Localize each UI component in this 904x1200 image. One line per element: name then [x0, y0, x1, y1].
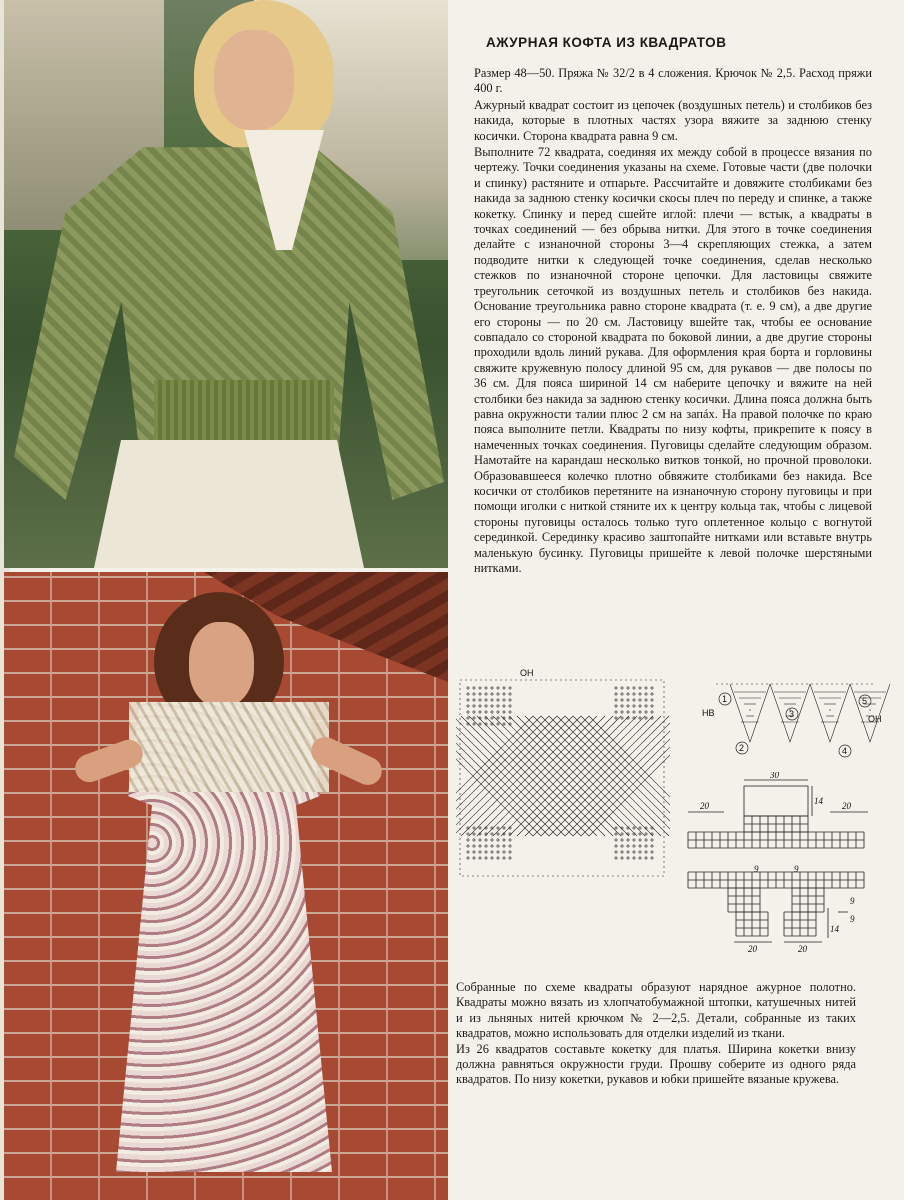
article-title: АЖУРНАЯ КОФТА ИЗ КВАДРАТОВ [486, 35, 727, 50]
dim-bottom-right: 20 [798, 944, 807, 954]
svg-text:2: 2 [739, 743, 745, 753]
garment-pattern-diagram [684, 772, 880, 960]
dress-section [456, 980, 856, 1088]
edging-chart-diagram [700, 672, 890, 764]
dim-mid-right: 9 [794, 864, 799, 874]
svg-text:4: 4 [842, 746, 848, 756]
photo-green-cardigan [4, 0, 448, 568]
dim-right-bottom: 14 [830, 924, 839, 934]
edging-circles [719, 693, 871, 757]
article-body [474, 66, 872, 576]
square-label-top: ОН [520, 668, 534, 678]
edging-label-left: НВ [702, 708, 715, 718]
dim-top: 30 [770, 772, 779, 780]
paragraph-squares-fabric: Собранные по схеме квадраты образуют нарядное ажурное полотно. Квадраты можно вязать из хлопчатобумажной штопки, катушечных нитей и из льняных нитей крючком № 2—2,5. Детали, собранные из таких квадратов, можно использовать для отделки изделий из ткани. [456, 980, 856, 1041]
dim-right-top: 14 [814, 796, 823, 806]
photo-floral-dress [4, 572, 448, 1200]
svg-text:1: 1 [722, 694, 728, 704]
dim-right-side: 9 [850, 896, 855, 906]
dim-bottom-left: 20 [748, 944, 757, 954]
dim-right-sleeve: 20 [842, 801, 851, 811]
dim-right-small: 9 [850, 914, 855, 924]
paragraph-dress-yoke: Из 26 квадратов составьте кокетку для платья. Ширина кокетки внизу должна равняться окружности груди. Прошву соберите из одного ряда квадратов. По низу кокетки, рукавов и юбки пришейте вязаные кружева. [456, 1041, 856, 1087]
paragraph-size: Размер 48—50. Пряжа № 32/2 в 4 сложения. Крючок № 2,5. Расход пряжи 400 г. [474, 66, 872, 96]
square-chart-diagram [456, 668, 670, 884]
dim-left-sleeve: 20 [700, 801, 709, 811]
svg-text:5: 5 [862, 696, 868, 706]
paragraph-square: Ажурный квадрат состоит из цепочек (воздушных петель) и столбиков без накида, которые в плотных частях узора вяжите за заднюю стенку косички. Сторона квадрата равна 9 см. [474, 97, 872, 143]
dim-mid-left: 9 [754, 864, 759, 874]
edging-label-right: ОН [868, 714, 882, 724]
svg-text:3: 3 [789, 709, 795, 719]
paragraph-instructions: Выполните 72 квадрата, соединяя их между собой в процессе вязания по чертежу. Точки соединения указаны на схеме. Готовые части (две полочки и спинку) растяните и отпарьте. Рассчитайте и довяжите столбиками без накида за заднюю стенку косички скосы плеч по переду и спинке, а также кокетку. Спинку и перед сшейте иглой: плечи — встык, а квадраты в точках соединений — без обрыва нитки. Для этого в точке соединения делайте с изнаночной стороны 3—4 скрепляющих стежка, а затем подводите нитки к следующей точке соединения, сделав несколько стежков по изнаночной стороне цепочки. Для ластовицы свяжите треугольник сеточкой из воздушных петель и столбиков без накида. Основание треугольника равно стороне квадрата (т. е. 9 см), а две другие его стороны — по 20 см. Ластовицу вшейте так, чтобы ее основание совпадало со стороной квадрата по боковой линии, а две другие стороны проходили вдоль линий рукава. Для оформления края борта и горловины свяжите кружевную полосу длиной 95 см, для рукавов — две полосы по 36 см. Для пояса шириной 14 см наберите цепочку и вяжите на ней столбики без накида за заднюю стенку косички. Длина пояса должна быть равна окружности талии плюс 2 см на запáх. На правой полочке по краю пояса выполните петли. Квадраты по низу кофты, прикрепите к поясу в намеченных точках соединения. Пуговицы сделайте следующим образом. Намотайте на карандаш несколько витков тонкой, но прочной проволоки. Образовавшееся колечко плотно обвяжите столбиками без накида. Все косички от столбиков перетяните на изнаночную сторону пуговицы и при помощи иголки с ниткой стяните их к центру кольца так, чтобы с лицевой стороны пуговицы осталось только туго оплетенное кольцо с вогнутой серединкой. Серединку красиво заштопайте нитками или вставьте внутрь маленькую бусинку. Пуговицы пришейте к левой полочке шерстяными нитками. [474, 145, 872, 575]
